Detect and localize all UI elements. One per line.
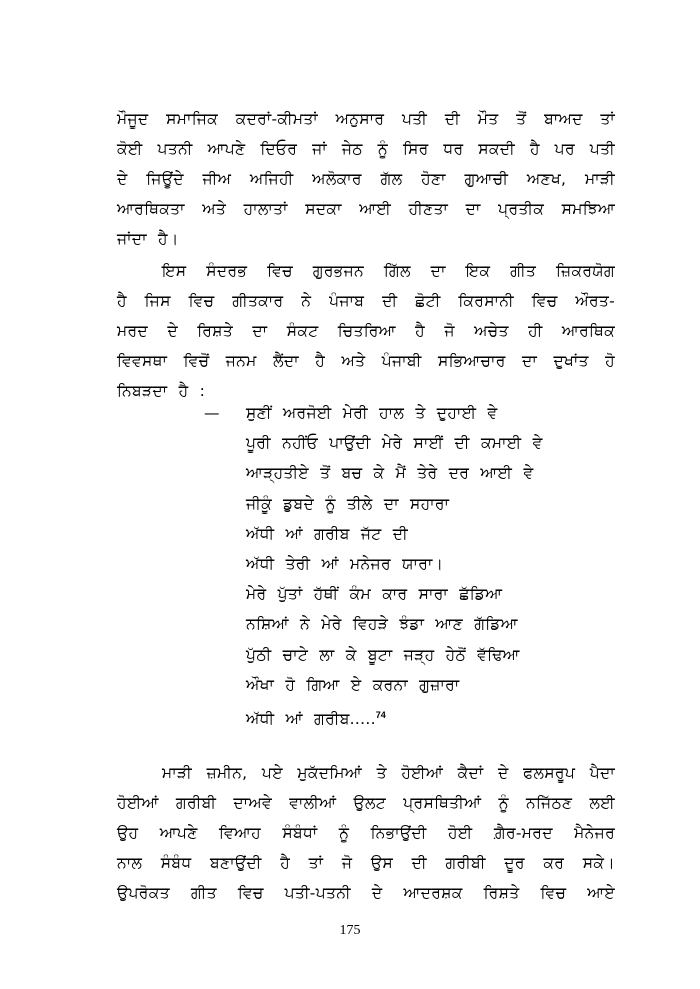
paragraph-3 [117, 758, 615, 908]
poem-line-text: ਜੀਕੂੰ ਡੁਬਦੇ ਨੂੰ ਤੀਲੇ ਦਾ ਸਹਾਰਾ [246, 494, 450, 513]
poem-line [204, 609, 543, 639]
text-line: ਜਾਂਦਾ ਹੈ। [117, 230, 179, 248]
poem-line [204, 579, 543, 609]
text-line: ਹੋਈਆਂ ਗਰੀਬੀ ਦਾਅਵੇ ਵਾਲੀਆਂ ਉਲਟ ਪ੍ਰਸਥਿਤੀਆਂ ਨੂੰ ਨਜਿੱਠਣ ਲਈ [117, 794, 615, 812]
text-line: ਉਪਰੋਕਤ ਗੀਤ ਵਿਚ ਪਤੀ-ਪਤਨੀ ਦੇ ਆਦਰਸ਼ਕ ਰਿਸ਼ਤੇ ਵਿਚ ਆਏ [117, 884, 615, 902]
poem-line-text: ਔਖਾ ਹੋ ਗਿਆ ਏ ਕਰਨਾ ਗੁਜ਼ਾਰਾ [246, 675, 460, 694]
text-line: ਮਾੜੀ ਜ਼ਮੀਨ, ਪਏ ਮੁਕੱਦਮਿਆਂ ਤੇ ਹੋਈਆਂ ਕੈਦਾਂ ਦੇ ਫਲਸਰੂਪ ਪੈਦਾ [162, 764, 615, 782]
text-line: ਨਾਲ ਸੰਬੰਧ ਬਣਾਉਂਦੀ ਹੈ ਤਾਂ ਜੋ ਉਸ ਦੀ ਗਰੀਬੀ ਦੂਰ ਕਰ ਸਕੇ। [117, 854, 615, 872]
poem-line [204, 700, 543, 730]
poem-line-text: ਅੱਧੀ ਆਂ ਗਰੀਬ..... [246, 710, 376, 729]
text-line: ਮੌਜੂਦ ਸਮਾਜਿਕ ਕਦਰਾਂ-ਕੀਮਤਾਂ ਅਨੁਸਾਰ ਪਤੀ ਦੀ ਮੌਤ ਤੋਂ ਬਾਅਦ ਤਾਂ [117, 110, 615, 128]
poem-line-text: ਮੇਰੇ ਪੁੱਤਾਂ ਹੱਥੀਂ ਕੰਮ ਕਾਰ ਸਾਰਾ ਛੱਡਿਆ [246, 585, 503, 604]
poem-line [204, 458, 543, 488]
text-line: ਦੇ ਜਿਊਂਦੇ ਜੀਅ ਅਜਿਹੀ ਅਲੋਕਾਰ ਗੱਲ ਹੋਣਾ ਗੁਆਚੀ ਅਣਖ, ਮਾੜੀ [117, 170, 615, 188]
text-line: ਕੋਈ ਪਤਨੀ ਆਪਣੇ ਦਿਓਰ ਜਾਂ ਜੇਠ ਨੂੰ ਸਿਰ ਧਰ ਸਕਦੀ ਹੈ ਪਰ ਪਤੀ [117, 140, 615, 158]
poem-line [204, 549, 543, 579]
text-line: ਮਰਦ ਦੇ ਰਿਸ਼ਤੇ ਦਾ ਸੰਕਟ ਚਿਤਰਿਆ ਹੈ ਜੋ ਅਚੇਤ ਹੀ ਆਰਥਿਕ [117, 322, 615, 340]
text-line: ਉਹ ਆਪਣੇ ਵਿਆਹ ਸੰਬੰਧਾਂ ਨੂੰ ਨਿਭਾਉਂਦੀ ਹੋਈ ਗ਼ੈਰ-ਮਰਦ ਮੈਨੇਜਰ [117, 824, 615, 842]
paragraph-1 [117, 104, 615, 254]
poem-line [204, 670, 543, 700]
poem-line-text: ਆੜ੍ਹਤੀਏ ਤੋਂ ਬਚ ਕੇ ਮੈਂ ਤੇਰੇ ਦਰ ਆਈ ਵੇ [246, 464, 534, 483]
text-line: ਹੈ ਜਿਸ ਵਿਚ ਗੀਤਕਾਰ ਨੇ ਪੰਜਾਬ ਦੀ ਛੋਟੀ ਕਿਰਸਾਨੀ ਵਿਚ ਔਰਤ- [117, 292, 615, 310]
poem-line-text: ਪੁੱਠੀ ਚਾਟੇ ਲਾ ਕੇ ਬੂਟਾ ਜੜ੍ਹ ਹੇਠੋਂ ਵੱਢਿਆ [246, 645, 520, 664]
page-number: 175 [339, 923, 361, 938]
poem-line [204, 428, 543, 458]
poem-line [204, 489, 543, 519]
text-line: ਵਿਵਸਥਾ ਵਿਚੋਂ ਜਨਮ ਲੈਂਦਾ ਹੈ ਅਤੇ ਪੰਜਾਬੀ ਸਭਿਆਚਾਰ ਦਾ ਦੁਖਾਂਤ ਹੋ [117, 352, 615, 370]
poem-line-text: ਪੂਰੀ ਨਹੀਂਓ ਪਾਉਂਦੀ ਮੇਰੇ ਸਾਈਂ ਦੀ ਕਮਾਈ ਵੇ [246, 434, 543, 453]
text-line: ਆਰਥਿਕਤਾ ਅਤੇ ਹਾਲਾਤਾਂ ਸਦਕਾ ਆਈ ਹੀਣਤਾ ਦਾ ਪ੍ਰਤੀਕ ਸਮਝਿਆ [117, 200, 615, 218]
poem-quotation [204, 398, 543, 730]
poem-line-text: ਨਸ਼ਿਆਂ ਨੇ ਮੇਰੇ ਵਿਹੜੇ ਝੰਡਾ ਆਣ ਗੱਡਿਆ [246, 615, 518, 634]
text-line: ਨਿਬੜਦਾ ਹੈ : [117, 382, 206, 400]
em-dash: — [204, 404, 220, 422]
footnote-reference: 74 [375, 709, 386, 720]
paragraph-2 [117, 256, 615, 406]
poem-line-text: ਅੱਧੀ ਆਂ ਗਰੀਬ ਜੱਟ ਦੀ [246, 524, 408, 543]
poem-line [204, 398, 543, 428]
text-line: ਇਸ ਸੰਦਰਭ ਵਿਚ ਗੁਰਭਜਨ ਗਿੱਲ ਦਾ ਇਕ ਗੀਤ ਜ਼ਿਕਰਯੋਗ [162, 262, 615, 280]
poem-line-text: ਸੁਣੀਂ ਅਰਜੋਈ ਮੇਰੀ ਹਾਲ ਤੇ ਦੁਹਾਈ ਵੇ [246, 404, 498, 422]
poem-line [204, 640, 543, 670]
poem-line-text: ਅੱਧੀ ਤੇਰੀ ਆਂ ਮਨੇਜਰ ਯਾਰਾ। [246, 554, 444, 573]
poem-line [204, 519, 543, 549]
